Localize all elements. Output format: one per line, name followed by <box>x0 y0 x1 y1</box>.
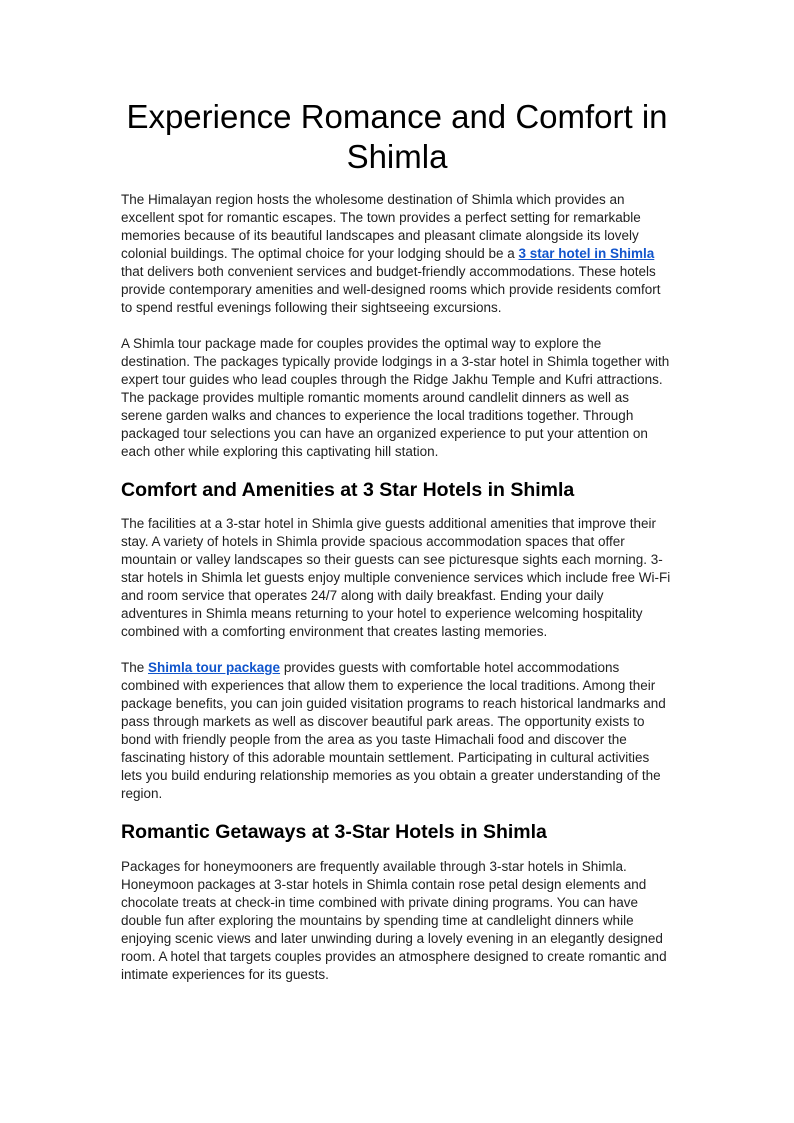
paragraph-intro-text-before: The Himalayan region hosts the wholesome destination of Shimla which provides an excellent spot for romantic escapes. The town provides a perfect setting for remarkable memories because of its beautiful landscapes and pleasant climate alongside its lovely colonial buildings. The optimal choice for your lodging should be a <box>121 191 641 261</box>
document-title: Experience Romance and Comfort in Shimla <box>126 98 668 175</box>
link-shimla-tour-package[interactable]: Shimla tour package <box>148 660 281 676</box>
paragraph-intro-text-after: that delivers both convenient services and budget-friendly accommodations. These hotels provide contemporary amenities and well-designed rooms which provide residents comfort to spend restful evenings following their sightseeing excursions. <box>121 263 661 315</box>
paragraph-honeymoon: Packages for honeymooners are frequently available through 3-star hotels in Shimla. Honeymoon packages at 3-star hotels in Shimla contain rose petal design elements and chocolate treats at check-in time combined with private dining programs. You can have double fun after exploring the mountains by spending time at candlelight dinners while enjoying scenic views and later unwinding during a lovely evening in an elegantly designed room. A hotel that targets couples provides an atmosphere designed to create romantic and intimate experiences for its guests. <box>121 858 667 982</box>
section-heading-comfort-amenities: Comfort and Amenities at 3 Star Hotels in Shimla <box>121 478 575 501</box>
paragraph-facilities: The facilities at a 3-star hotel in Shimla give guests additional amenities that improve their stay. A variety of hotels in Shimla provide spacious accommodation spaces that offer mountain or valley landscapes so their guests can see picturesque sights each morning. 3-star hotels in Shimla let guests enjoy multiple convenience services which include free Wi-Fi and room service that operates 24/7 along with daily breakfast. Ending your daily adventures in Shimla means returning to your hotel to experience welcoming hospitality combined with a comforting environment that creates lasting memories. <box>121 516 671 640</box>
section-heading-romantic-getaways: Romantic Getaways at 3-Star Hotels in Shimla <box>121 821 547 844</box>
paragraph-tour-package <box>121 659 673 803</box>
paragraph-tour-intro: A Shimla tour package made for couples provides the optimal way to explore the destination. The packages typically provide lodgings in a 3-star hotel in Shimla together with expert tour guides who lead couples through the Ridge Jakhu Temple and Kufri attractions. The package provides multiple romantic moments around candlelit dinners as well as serene garden walks and chances to experience the local traditions together. Through packaged tour selections you can have an organized experience to put your attention on each other while exploring this captivating hill station. <box>121 335 670 459</box>
paragraph-tour-package-text-before: The <box>121 660 149 676</box>
paragraph-tour-package-text-after: provides guests with comfortable hotel accommodations combined with experiences that allow them to experience the local traditions. Among their package benefits, you can join guided visitation programs to reach historical landmarks and pass through markets as well as discover beautiful park areas. The opportunity exists to bond with friendly people from the area as you taste Himachali food and discover the fascinating history of this adorable mountain settlement. Participating in cultural activities lets you build enduring relationship memories as you obtain a greater understanding of the region. <box>121 660 666 802</box>
link-3-star-hotel-in-shimla[interactable]: 3 star hotel in Shimla <box>518 245 655 261</box>
paragraph-intro <box>121 191 673 317</box>
